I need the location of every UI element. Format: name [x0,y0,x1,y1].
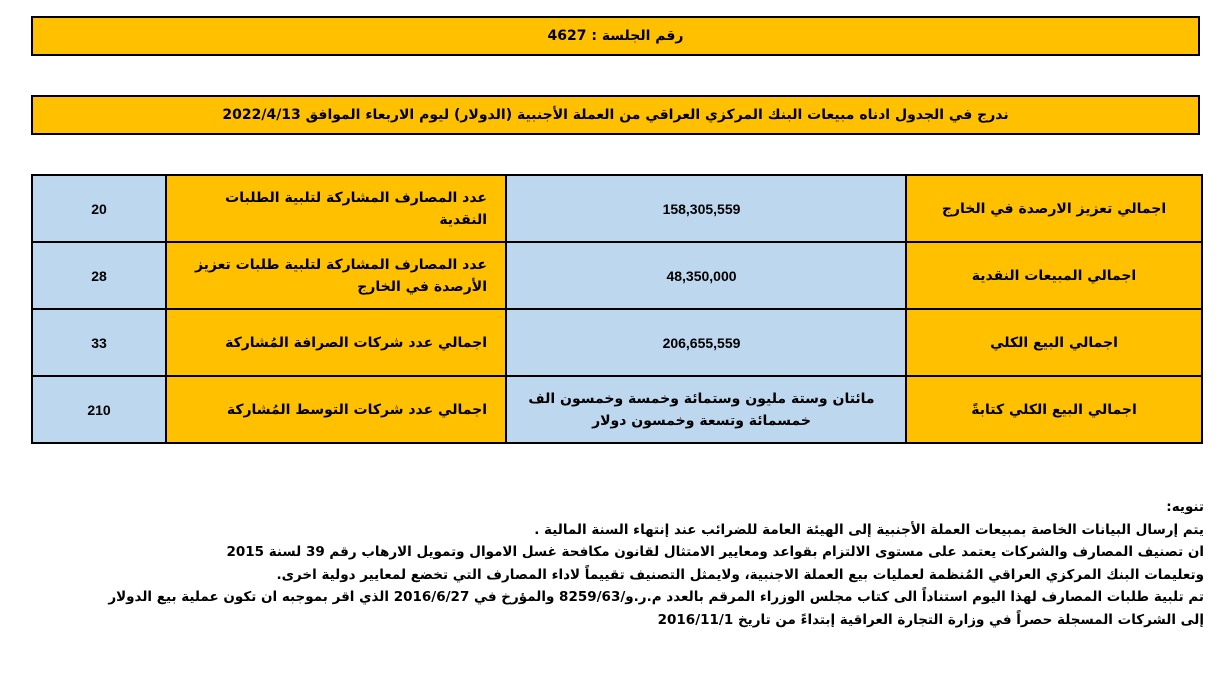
sales-value-cell: 48,350,000 [497,242,906,309]
table-row [497,309,1202,376]
notes-line: تم تلبية طلبات المصارف لهذا اليوم استناداً الى كتاب مجلس الوزراء المرقم بالعدد م.ر.و/8259/63 والمؤرخ في 2016/6/27 الذي اقر بموجبه ان تكون عملية بيع الدولار [108,589,1204,605]
sales-label-cell: اجمالي البيع الكلي كتابةً [906,376,1202,443]
sales-value-cell: مائتان وستة مليون وستمائة وخمسة وخمسون الف خمسمائة وتسعة وخمسون دولار [497,376,906,443]
notes-section [24,496,1204,631]
table-row [497,376,1202,443]
participants-label-cell: اجمالي عدد شركات التوسط المُشاركة [166,376,506,443]
participants-label-cell: اجمالي عدد شركات الصرافة المُشاركة [166,309,506,376]
participants-value-cell: 28 [32,242,166,309]
intro-banner [31,95,1200,135]
notes-line: ان تصنيف المصارف والشركات يعتمد على مستوى الالتزام بقواعد ومعايير الامتثال لقانون مكافحة غسل الاموال وتمويل الارهاب رقم 39 لسنة 2015 [226,544,1204,560]
sales-label-cell: اجمالي المبيعات النقدية [906,242,1202,309]
sales-value-cell: 206,655,559 [497,309,906,376]
intro-text: ندرج في الجدول ادناه مبيعات البنك المركزي العراقي من العملة الأجنبية (الدولار) ليوم الاربعاء الموافق 2022/4/13 [222,107,1009,123]
participants-value-cell: 33 [32,309,166,376]
table-row [32,242,506,309]
notes-line: وتعليمات البنك المركزي العراقي المُنظمة لعمليات بيع العملة الاجنبية، ولايمثل التصنيف تقييماً لاداء المصارف التي تخضع لمعايير دولية اخرى. [276,566,1204,583]
notes-line: إلى الشركات المسجلة حصراً في وزارة التجارة العراقية إبتداءً من تاريخ 2016/11/1 [657,611,1204,628]
session-number-banner [31,16,1200,56]
table-row [497,242,1202,309]
table-row [32,175,506,242]
sales-table [496,174,1203,444]
table-row [497,175,1202,242]
sales-value-cell: 158,305,559 [497,175,906,242]
table-row [32,376,506,443]
participants-value-cell: 20 [32,175,166,242]
notes-line: يتم إرسال البيانات الخاصة بمبيعات العملة الأجنبية إلى الهيئة العامة للضرائب عند إنتهاء السنة المالية . [534,521,1204,538]
participants-value-cell: 210 [32,376,166,443]
participants-label-cell: عدد المصارف المشاركة لتلبية الطلبات النقدية [166,175,506,242]
sales-label-cell: اجمالي تعزيز الارصدة في الخارج [906,175,1202,242]
sales-label-cell: اجمالي البيع الكلي [906,309,1202,376]
table-row [32,309,506,376]
session-number-text: رقم الجلسة : 4627 [547,28,684,44]
participants-table [31,174,507,444]
participants-label-cell: عدد المصارف المشاركة لتلبية طلبات تعزيز الأرصدة في الخارج [166,242,506,309]
notes-heading: تنويه: [1166,499,1204,515]
